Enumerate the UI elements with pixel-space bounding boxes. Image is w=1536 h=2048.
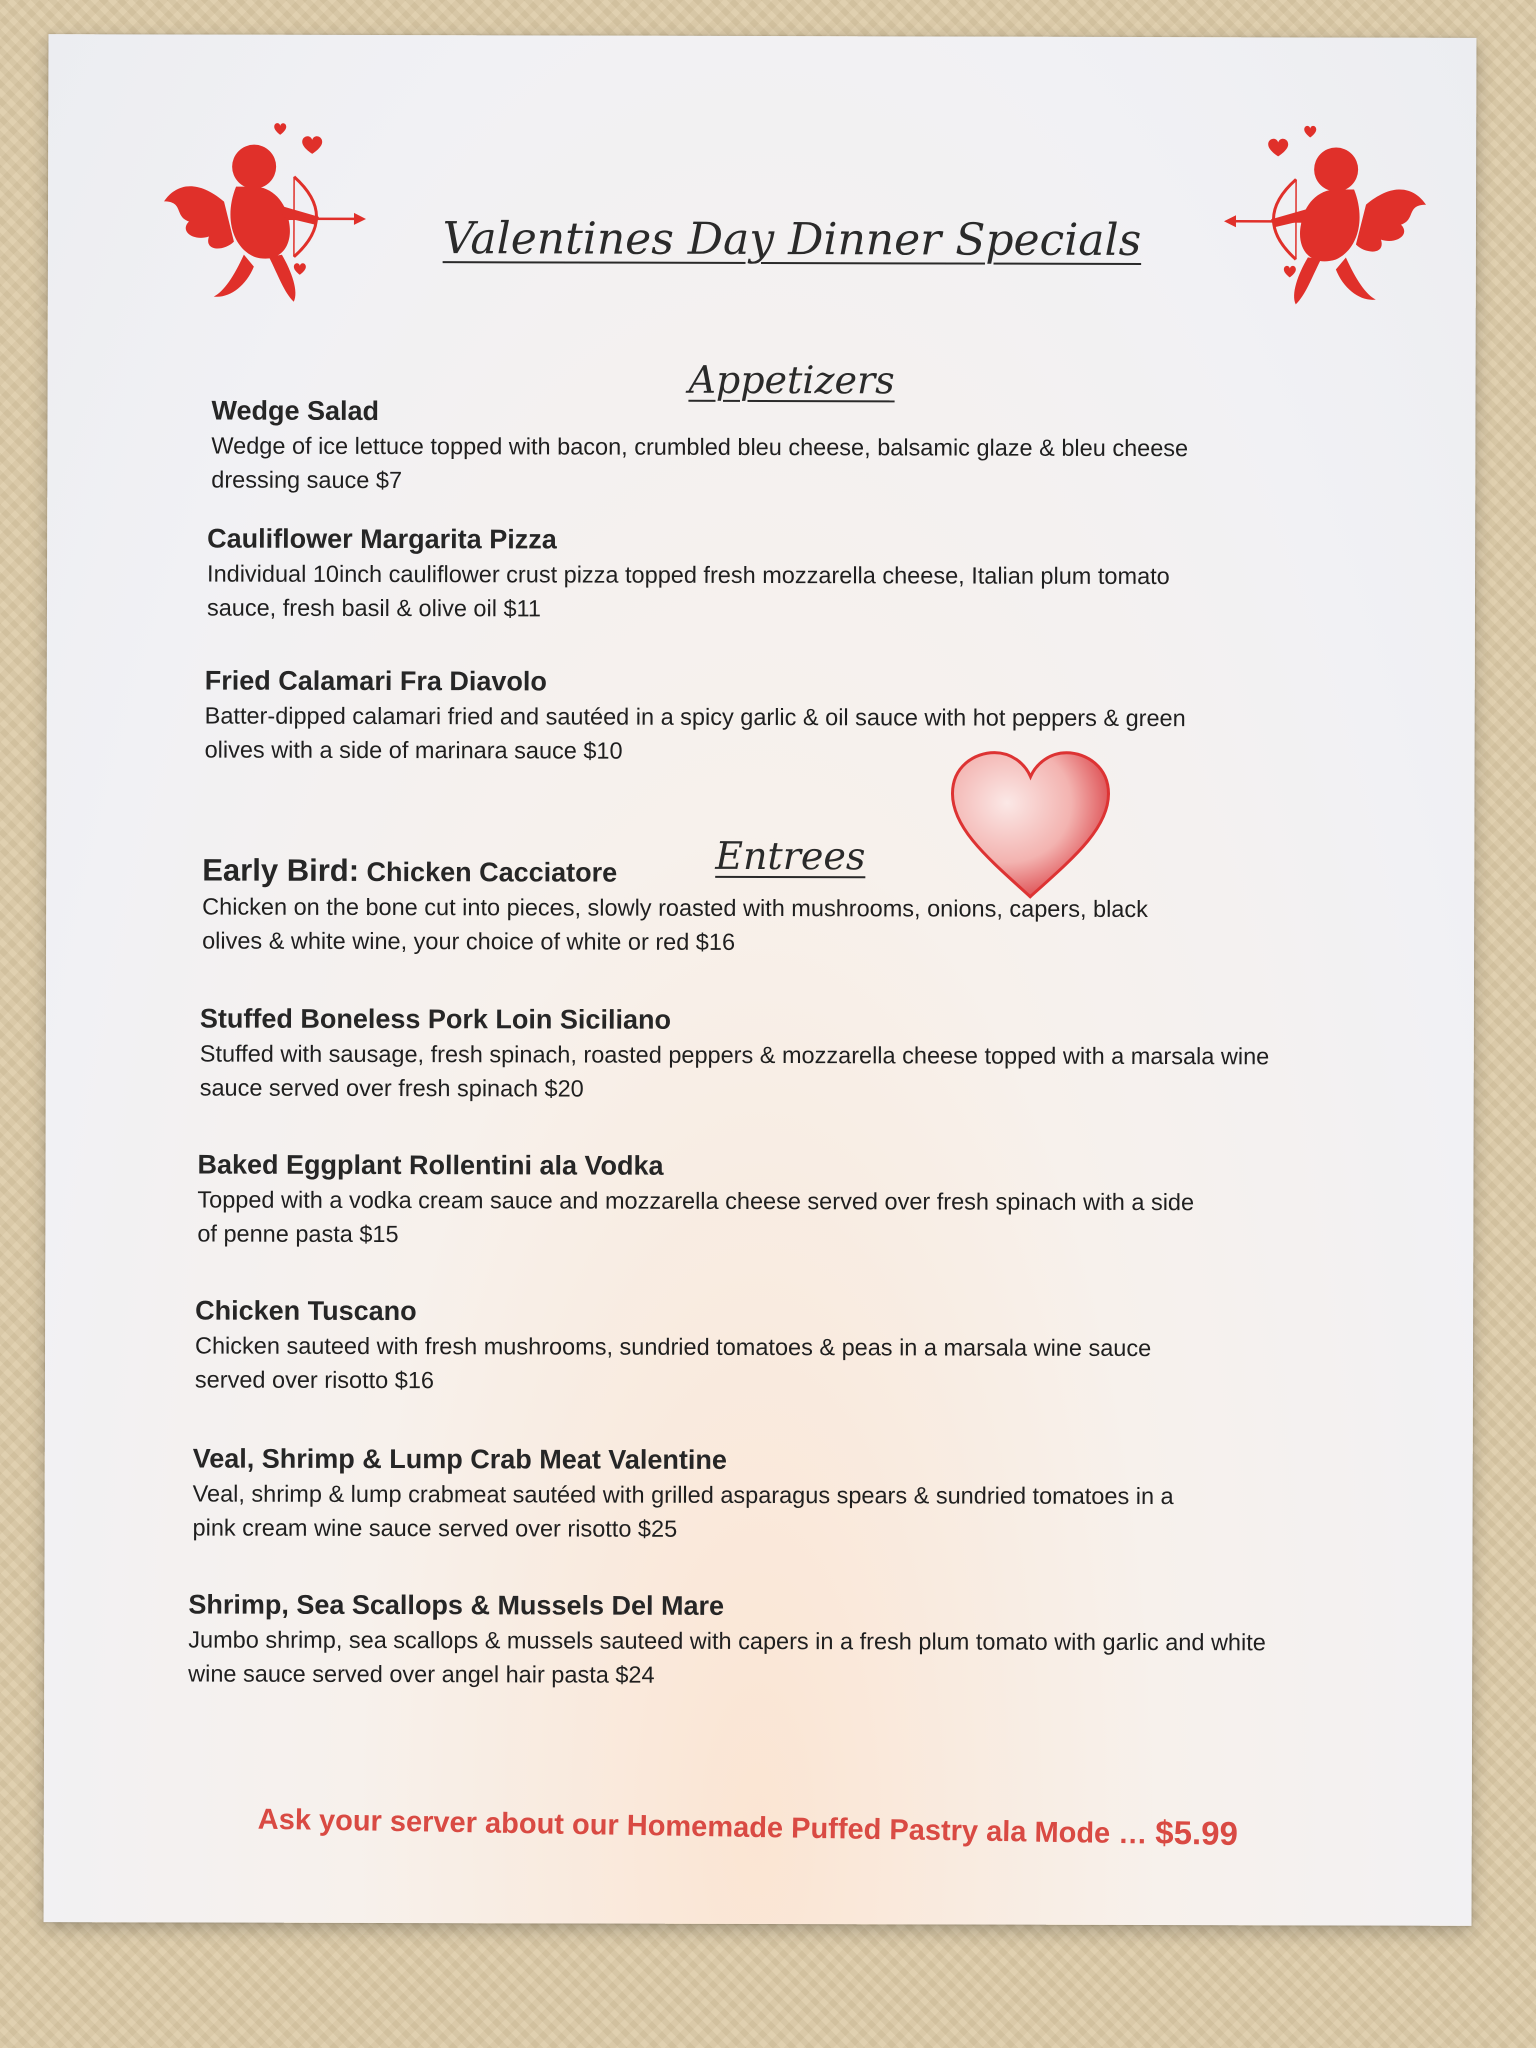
- item-name: Stuffed Boneless Pork Loin Siciliano: [199, 1003, 672, 1035]
- menu-item-chicken-cacciatore: [202, 853, 1362, 961]
- item-desc: Chicken on the bone cut into pieces, slowly roasted with mushrooms, onions, capers, black: [202, 893, 1148, 923]
- item-name: Fried Calamari Fra Diavolo: [204, 665, 547, 697]
- menu-item-veal-valentine: [193, 1441, 1353, 1548]
- item-desc: sauce, fresh basil & olive oil $11: [206, 594, 541, 622]
- item-desc: sauce served over fresh spinach $20: [199, 1074, 584, 1102]
- item-name: Baked Eggplant Rollentini ala Vodka: [197, 1149, 664, 1181]
- item-name-text: Chicken Cacciatore: [366, 856, 618, 888]
- item-desc: served over risotto $16: [194, 1366, 435, 1394]
- early-bird-label: Early Bird:: [202, 852, 360, 888]
- item-desc: wine sauce served over angel hair pasta $24: [188, 1660, 655, 1688]
- item-desc: Batter-dipped calamari fried and sautéed in a spicy garlic & oil sauce with hot peppers & green: [204, 702, 1186, 732]
- item-desc: Jumbo shrimp, sea scallops & mussels sauteed with capers in a fresh plum tomato with garlic and white: [188, 1626, 1266, 1656]
- item-desc: olives with a side of marinara sauce $10: [204, 736, 623, 764]
- item-desc: Chicken sauteed with fresh mushrooms, sundried tomatoes & peas in a marsala wine sauce: [195, 1332, 1152, 1362]
- page-title: Valentines Day Dinner Specials: [442, 213, 1142, 266]
- menu-item-eggplant-rollentini: [197, 1147, 1357, 1254]
- item-desc: pink cream wine sauce served over risotto $25: [192, 1514, 678, 1542]
- entrees-heading: Entrees: [715, 833, 866, 879]
- item-name: Chicken Tuscano: [195, 1295, 417, 1327]
- menu-item-chicken-tuscano: [195, 1293, 1355, 1400]
- item-desc: Topped with a vodka cream sauce and mozzarella cheese served over fresh spinach with a side: [197, 1186, 1195, 1216]
- item-desc: Individual 10inch cauliflower crust pizza topped fresh mozzarella cheese, Italian plum tomato: [207, 560, 1170, 590]
- item-desc: Stuffed with sausage, fresh spinach, roasted peppers & mozzarella cheese topped with a marsala wine: [199, 1040, 1270, 1070]
- menu-page: [44, 34, 1477, 1926]
- appetizers-heading: Appetizers: [688, 357, 895, 403]
- item-desc: Wedge of ice lettuce topped with bacon, crumbled bleu cheese, balsamic glaze & bleu cheese: [211, 432, 1189, 462]
- menu-item-cauliflower-pizza: [207, 521, 1367, 628]
- dessert-promo: [257, 1799, 1238, 1853]
- dessert-price: $5.99: [1155, 1813, 1239, 1852]
- item-desc: of penne pasta $15: [197, 1220, 399, 1248]
- item-desc: dressing sauce $7: [211, 466, 403, 494]
- item-name: Wedge Salad: [211, 395, 380, 427]
- dessert-promo-text: Ask your server about our Homemade Puffed Pastry ala Mode …: [257, 1803, 1156, 1851]
- item-name: Veal, Shrimp & Lump Crab Meat Valentine: [192, 1443, 727, 1475]
- item-name: Cauliflower Margarita Pizza: [207, 523, 557, 555]
- item-desc: Veal, shrimp & lump crabmeat sautéed with grilled asparagus spears & sundried tomatoes in a: [192, 1480, 1174, 1510]
- item-desc: olives & white wine, your choice of white or red $16: [202, 927, 736, 955]
- menu-item-wedge-salad: [211, 393, 1371, 500]
- item-name: Shrimp, Sea Scallops & Mussels Del Mare: [188, 1589, 725, 1621]
- menu-item-del-mare: [188, 1587, 1438, 1694]
- item-name: [202, 853, 1362, 893]
- menu-item-fried-calamari: [205, 663, 1365, 770]
- menu-item-pork-loin: [200, 1001, 1360, 1108]
